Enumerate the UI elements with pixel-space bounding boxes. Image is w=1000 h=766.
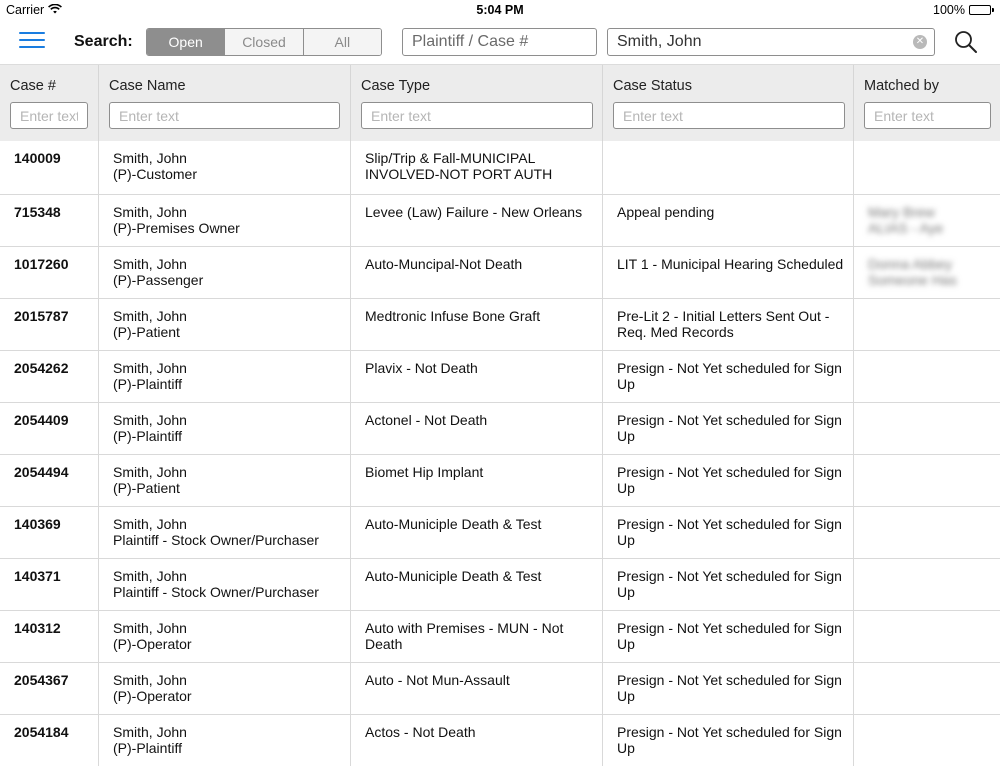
case-name-cell bbox=[99, 611, 351, 662]
clear-icon[interactable]: ✕ bbox=[913, 35, 927, 49]
cell-text: Presign - Not Yet scheduled for Sign bbox=[617, 724, 842, 740]
case-number-cell bbox=[0, 195, 99, 246]
column-header-label[interactable]: Case Type bbox=[361, 78, 431, 94]
cell-text: Presign - Not Yet scheduled for Sign bbox=[617, 464, 842, 480]
cell-text: Someone Has bbox=[868, 272, 957, 288]
column-header-label[interactable]: Case Status bbox=[613, 78, 692, 94]
case-status-cell bbox=[603, 403, 854, 454]
search-type-input[interactable] bbox=[403, 29, 596, 55]
case-number-cell bbox=[0, 455, 99, 506]
case-type-cell bbox=[351, 715, 603, 766]
cell-text: 2054184 bbox=[14, 724, 69, 740]
case-status-cell bbox=[603, 715, 854, 766]
cell-text: Plaintiff - Stock Owner/Purchaser bbox=[113, 584, 319, 600]
cell-text: 2054409 bbox=[14, 412, 69, 428]
cell-text: Smith, John bbox=[113, 568, 187, 584]
case-number-cell bbox=[0, 299, 99, 350]
cell-text: (P)-Plaintiff bbox=[113, 376, 182, 392]
cell-text: Auto - Not Mun-Assault bbox=[365, 672, 510, 688]
matched-by-cell bbox=[854, 663, 1000, 714]
case-list bbox=[0, 141, 1000, 766]
case-type-cell bbox=[351, 247, 603, 298]
case-number-cell bbox=[0, 559, 99, 610]
case-status-cell bbox=[603, 141, 854, 194]
cell-text: (P)-Operator bbox=[113, 688, 192, 704]
case-number-filter-input[interactable] bbox=[10, 102, 88, 129]
case-number-cell bbox=[0, 351, 99, 402]
cell-text: Smith, John bbox=[113, 360, 187, 376]
table-row[interactable] bbox=[0, 141, 1000, 194]
matched-by-cell bbox=[854, 507, 1000, 558]
matched-by-cell bbox=[854, 247, 1000, 298]
cell-text: Actonel - Not Death bbox=[365, 412, 488, 428]
cell-text: Smith, John bbox=[113, 724, 187, 740]
case-type-cell bbox=[351, 299, 603, 350]
case-status-cell bbox=[603, 455, 854, 506]
segment-open[interactable]: Open bbox=[147, 29, 225, 55]
table-row[interactable] bbox=[0, 558, 1000, 610]
cell-text: (P)-Patient bbox=[113, 324, 180, 340]
column-matched-by bbox=[854, 65, 1000, 141]
case-name-cell bbox=[99, 299, 351, 350]
cell-text: Smith, John bbox=[113, 308, 187, 324]
cell-text: 140009 bbox=[14, 150, 61, 166]
column-header-label[interactable]: Case # bbox=[10, 78, 56, 94]
cell-text: Req. Med Records bbox=[617, 324, 734, 340]
battery-tip bbox=[992, 8, 994, 12]
cell-text: Smith, John bbox=[113, 204, 187, 220]
case-status-cell bbox=[603, 507, 854, 558]
case-number-cell bbox=[0, 715, 99, 766]
matched-by-cell bbox=[854, 141, 1000, 194]
cell-text: Up bbox=[617, 532, 635, 548]
case-name-cell bbox=[99, 351, 351, 402]
search-label: Search: bbox=[74, 33, 133, 50]
cell-text: (P)-Operator bbox=[113, 636, 192, 652]
table-row[interactable] bbox=[0, 194, 1000, 246]
cell-text: Up bbox=[617, 636, 635, 652]
cell-text: (P)-Premises Owner bbox=[113, 220, 240, 236]
search-toolbar bbox=[0, 20, 1000, 64]
cell-text: Presign - Not Yet scheduled for Sign bbox=[617, 412, 842, 428]
case-name-cell bbox=[99, 663, 351, 714]
matched-by-cell bbox=[854, 299, 1000, 350]
cell-text: Up bbox=[617, 688, 635, 704]
case-type-cell bbox=[351, 351, 603, 402]
case-status-cell bbox=[603, 247, 854, 298]
cell-text: Smith, John bbox=[113, 150, 187, 166]
case-name-cell bbox=[99, 403, 351, 454]
column-case-number bbox=[0, 65, 99, 141]
cell-text: 715348 bbox=[14, 204, 61, 220]
matched-by-cell bbox=[854, 403, 1000, 454]
cell-text: Presign - Not Yet scheduled for Sign bbox=[617, 516, 842, 532]
case-number-cell bbox=[0, 663, 99, 714]
cell-text: ALIAS - Aye bbox=[868, 220, 944, 236]
matched-by-cell bbox=[854, 195, 1000, 246]
cell-text: Smith, John bbox=[113, 516, 187, 532]
case-number-cell bbox=[0, 141, 99, 194]
cell-text: Biomet Hip Implant bbox=[365, 464, 484, 480]
matched-by-cell bbox=[854, 559, 1000, 610]
table-row[interactable] bbox=[0, 246, 1000, 298]
cell-text: Appeal pending bbox=[617, 204, 715, 220]
case-status-cell bbox=[603, 559, 854, 610]
case-type-cell bbox=[351, 559, 603, 610]
column-header-label[interactable]: Case Name bbox=[109, 78, 186, 94]
search-name-field bbox=[607, 28, 935, 56]
cell-text: (P)-Plaintiff bbox=[113, 428, 182, 444]
table-header bbox=[0, 64, 1000, 141]
cell-text: Plaintiff - Stock Owner/Purchaser bbox=[113, 532, 319, 548]
battery-percent: 100% bbox=[933, 3, 965, 17]
case-name-cell bbox=[99, 195, 351, 246]
matched-by-cell bbox=[854, 715, 1000, 766]
case-type-cell bbox=[351, 507, 603, 558]
case-type-cell bbox=[351, 403, 603, 454]
hamburger-menu-icon[interactable] bbox=[19, 32, 45, 52]
column-case-status bbox=[603, 65, 854, 141]
case-name-cell bbox=[99, 715, 351, 766]
status-bar bbox=[0, 0, 1000, 20]
cell-text: Auto-Municiple Death & Test bbox=[365, 568, 542, 584]
cell-text: 2015787 bbox=[14, 308, 69, 324]
matched-by-cell bbox=[854, 351, 1000, 402]
matched-by-cell bbox=[854, 611, 1000, 662]
search-name-input[interactable] bbox=[608, 29, 934, 55]
cell-text: 1017260 bbox=[14, 256, 69, 272]
cell-text: Smith, John bbox=[113, 464, 187, 480]
table-row[interactable] bbox=[0, 298, 1000, 350]
cell-text: 2054494 bbox=[14, 464, 69, 480]
cell-text: 140312 bbox=[14, 620, 61, 636]
cell-text: Auto-Muncipal-Not Death bbox=[365, 256, 523, 272]
case-type-filter-input[interactable] bbox=[361, 102, 593, 129]
cell-text: INVOLVED-NOT PORT AUTH bbox=[365, 166, 553, 182]
column-case-name bbox=[99, 65, 351, 141]
cell-text: 2054262 bbox=[14, 360, 69, 376]
cell-text: Pre-Lit 2 - Initial Letters Sent Out - bbox=[617, 308, 830, 324]
cell-text: LIT 1 - Municipal Hearing Scheduled bbox=[617, 256, 844, 272]
cell-text: Presign - Not Yet scheduled for Sign bbox=[617, 672, 842, 688]
table-row[interactable] bbox=[0, 506, 1000, 558]
cell-text: Medtronic Infuse Bone Graft bbox=[365, 308, 541, 324]
case-name-cell bbox=[99, 559, 351, 610]
case-status-cell bbox=[603, 611, 854, 662]
case-name-cell bbox=[99, 247, 351, 298]
case-number-cell bbox=[0, 247, 99, 298]
cell-text: Presign - Not Yet scheduled for Sign bbox=[617, 568, 842, 584]
cell-text: Smith, John bbox=[113, 620, 187, 636]
case-status-cell bbox=[603, 299, 854, 350]
case-name-filter-input[interactable] bbox=[109, 102, 340, 129]
case-status-cell bbox=[603, 351, 854, 402]
case-type-cell bbox=[351, 195, 603, 246]
cell-text: Actos - Not Death bbox=[365, 724, 476, 740]
search-type-field bbox=[402, 28, 597, 56]
column-case-type bbox=[351, 65, 603, 141]
table-row[interactable] bbox=[0, 350, 1000, 402]
case-status-cell bbox=[603, 195, 854, 246]
table-row[interactable] bbox=[0, 610, 1000, 662]
table-row[interactable] bbox=[0, 454, 1000, 506]
table-row[interactable] bbox=[0, 402, 1000, 454]
clock: 5:04 PM bbox=[476, 3, 524, 17]
case-number-cell bbox=[0, 611, 99, 662]
cell-text: Slip/Trip & Fall-MUNICIPAL bbox=[365, 150, 536, 166]
cell-text: Smith, John bbox=[113, 412, 187, 428]
case-name-cell bbox=[99, 141, 351, 194]
cell-text: Auto-Municiple Death & Test bbox=[365, 516, 542, 532]
cell-text: Up bbox=[617, 376, 635, 392]
cell-text: Smith, John bbox=[113, 672, 187, 688]
carrier-label: Carrier bbox=[6, 3, 45, 17]
case-status-cell bbox=[603, 663, 854, 714]
battery-icon bbox=[969, 5, 991, 15]
cell-text: 140371 bbox=[14, 568, 61, 584]
case-number-cell bbox=[0, 507, 99, 558]
case-type-cell bbox=[351, 611, 603, 662]
cell-text: (P)-Plaintiff bbox=[113, 740, 182, 756]
cell-text: Levee (Law) Failure - New Orleans bbox=[365, 204, 583, 220]
matched-by-cell bbox=[854, 455, 1000, 506]
cell-text: Auto with Premises - MUN - Not bbox=[365, 620, 564, 636]
battery-group bbox=[933, 3, 994, 17]
cell-text: Presign - Not Yet scheduled for Sign bbox=[617, 360, 842, 376]
cell-text: Up bbox=[617, 480, 635, 496]
case-type-cell bbox=[351, 455, 603, 506]
cell-text: Mary Brew bbox=[868, 204, 935, 220]
cell-text: Presign - Not Yet scheduled for Sign bbox=[617, 620, 842, 636]
segment-all[interactable]: All bbox=[304, 29, 381, 55]
case-status-filter-input[interactable] bbox=[613, 102, 845, 129]
table-row[interactable] bbox=[0, 662, 1000, 714]
cell-text: (P)-Customer bbox=[113, 166, 198, 182]
cell-text: (P)-Passenger bbox=[113, 272, 204, 288]
cell-text: Death bbox=[365, 636, 403, 652]
table-row[interactable] bbox=[0, 714, 1000, 766]
cell-text: Plavix - Not Death bbox=[365, 360, 478, 376]
case-type-cell bbox=[351, 141, 603, 194]
column-header-label[interactable]: Matched by bbox=[864, 78, 939, 94]
cell-text: Up bbox=[617, 428, 635, 444]
case-type-cell bbox=[351, 663, 603, 714]
segment-closed[interactable]: Closed bbox=[225, 29, 303, 55]
case-filter-segmented-control bbox=[146, 28, 382, 56]
cell-text: Up bbox=[617, 740, 635, 756]
cell-text: Donna Abbey bbox=[868, 256, 953, 272]
cell-text: 2054367 bbox=[14, 672, 69, 688]
cell-text: Up bbox=[617, 584, 635, 600]
cell-text: 140369 bbox=[14, 516, 61, 532]
case-name-cell bbox=[99, 507, 351, 558]
cell-text: (P)-Patient bbox=[113, 480, 180, 496]
case-number-cell bbox=[0, 403, 99, 454]
case-name-cell bbox=[99, 455, 351, 506]
cell-text: Smith, John bbox=[113, 256, 187, 272]
matched-by-filter-input[interactable] bbox=[864, 102, 991, 129]
magnifier-icon[interactable] bbox=[953, 29, 979, 55]
